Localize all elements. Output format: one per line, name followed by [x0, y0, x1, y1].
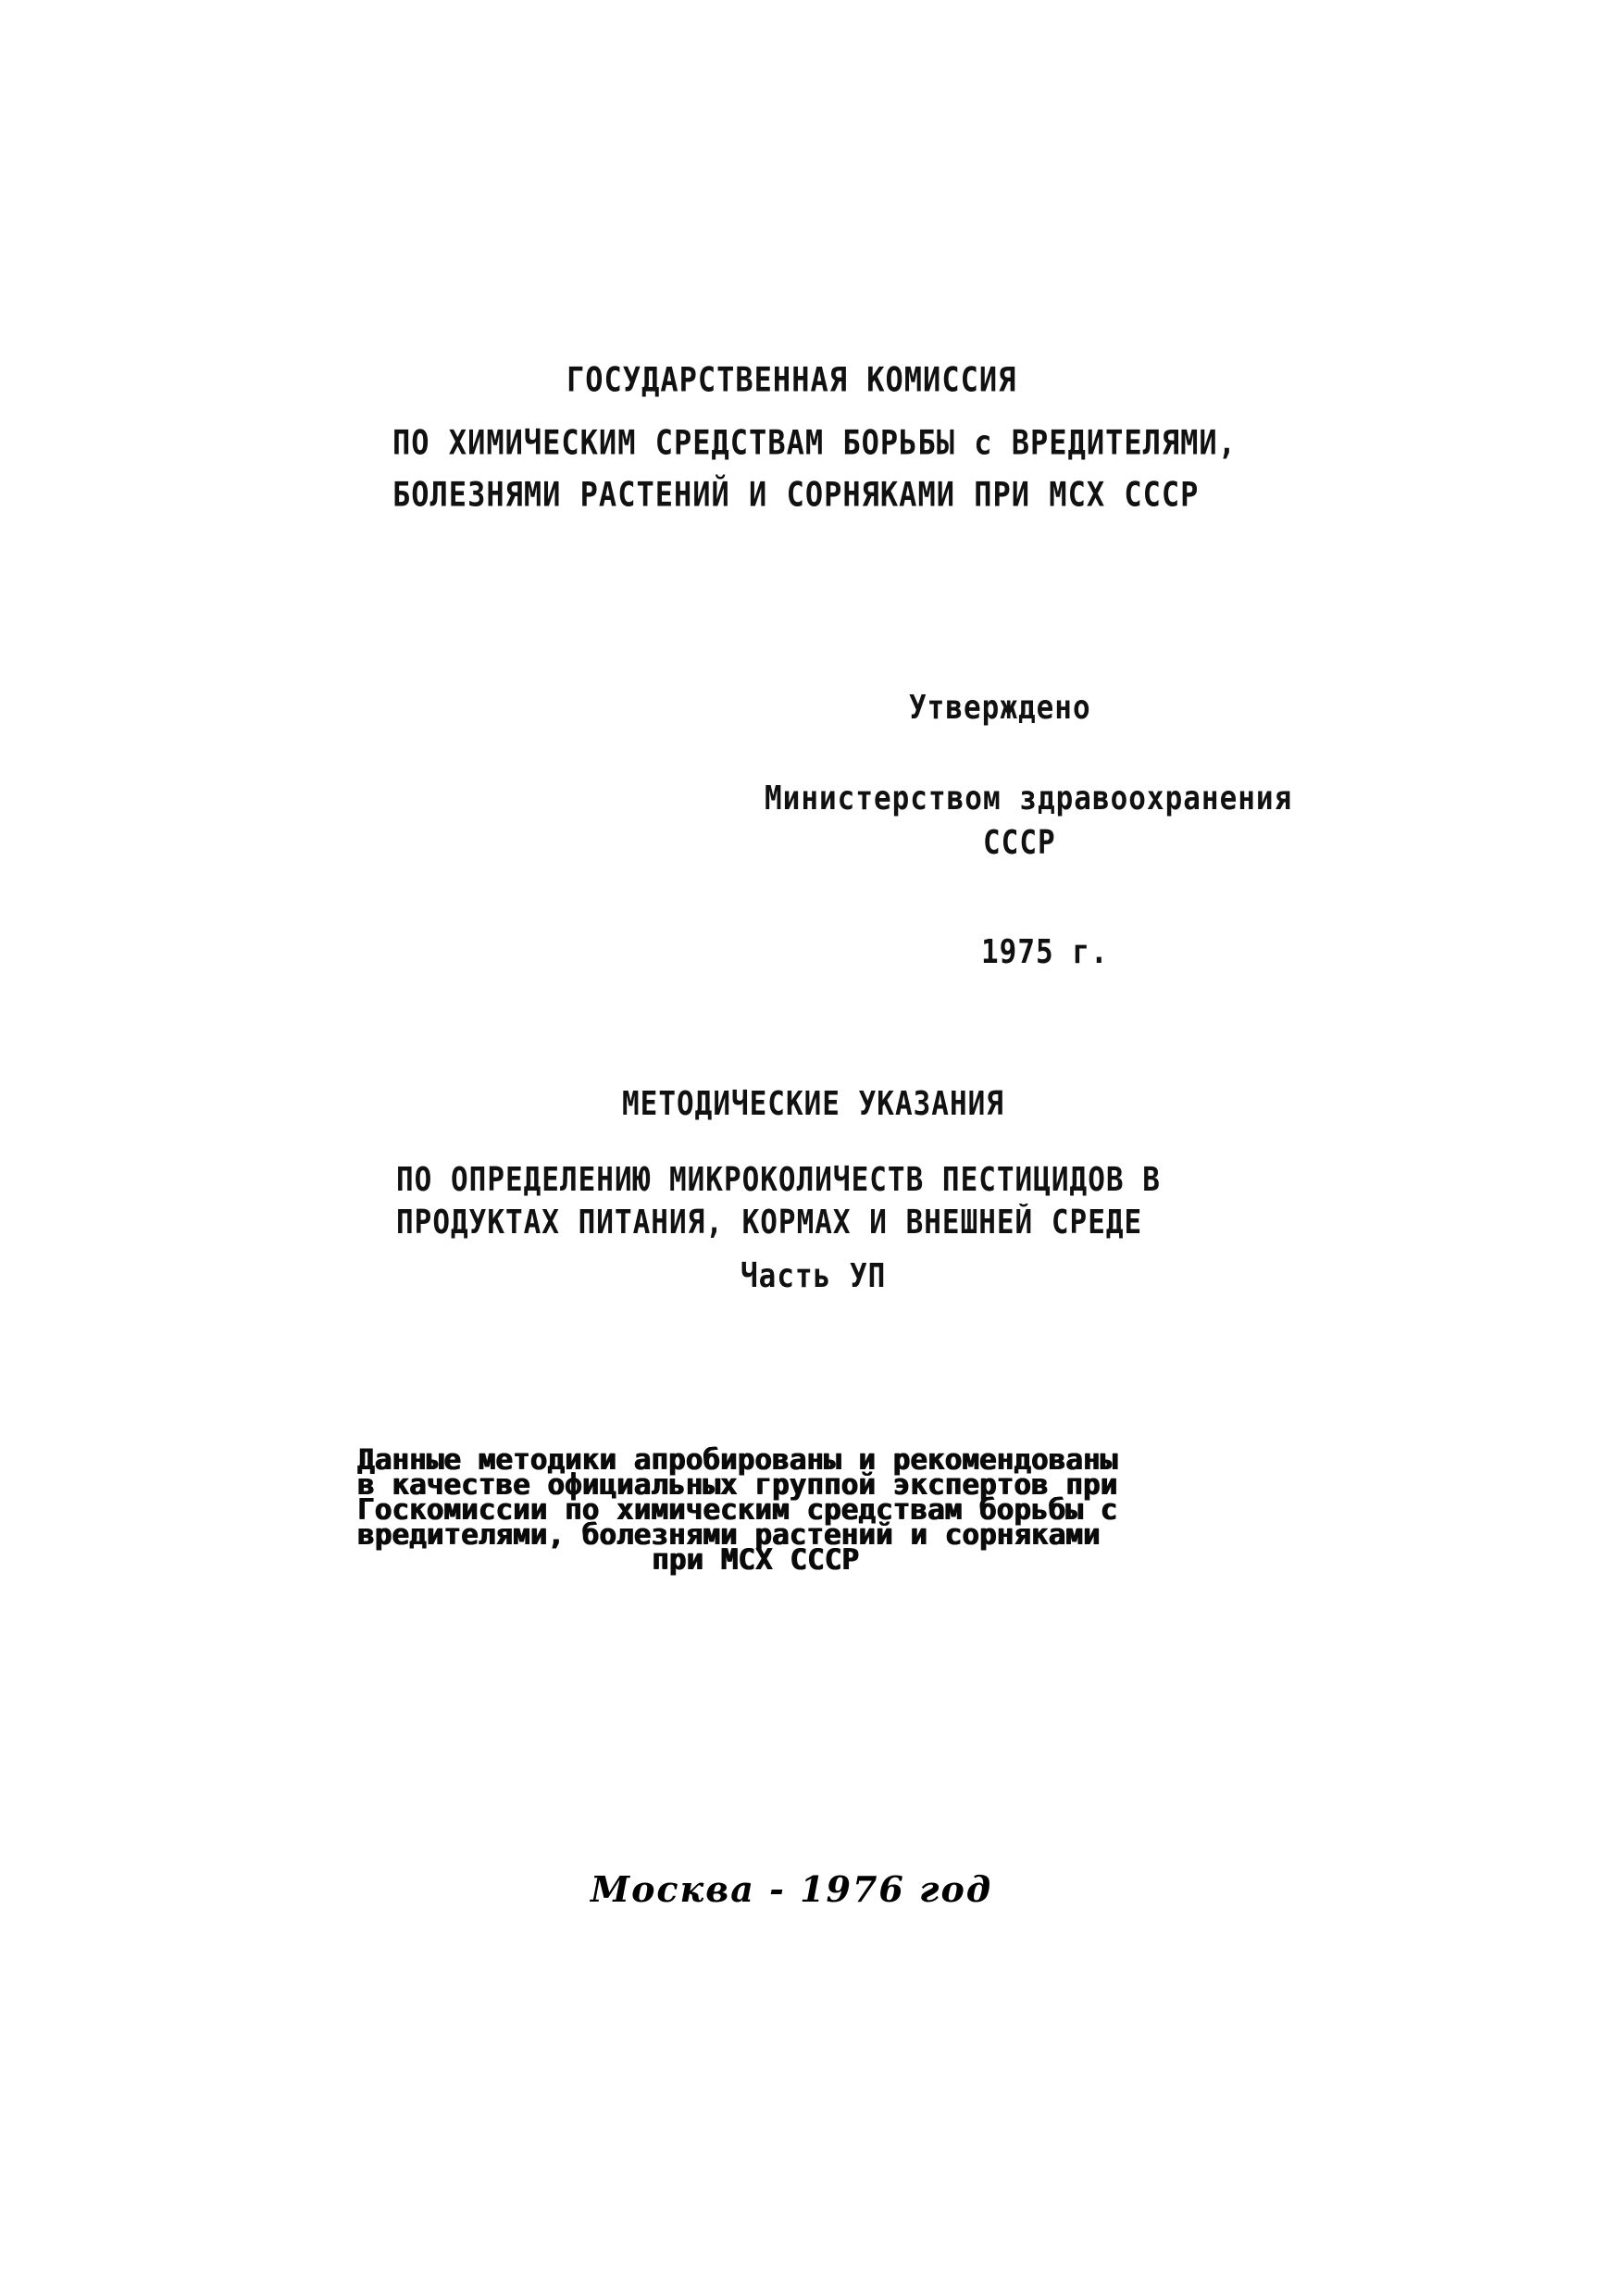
approval-note-line: Госкомиссии по химическим средствам борьбы с — [357, 1493, 1118, 1527]
document-part: Часть УП — [741, 1257, 887, 1296]
commission-title-line-1: ГОСУДАРСТВЕННАЯ КОМИССИЯ — [566, 359, 1017, 400]
commission-title-line-2: ПО ХИМИЧЕСКИМ СРЕДСТВАМ БОРЬБЫ с ВРЕДИТЕЛЯМИ, — [392, 422, 1237, 463]
approval-year: 1975 г. — [981, 933, 1109, 972]
document-title: МЕТОДИЧЕСКИЕ УКАЗАНИЯ — [622, 1085, 1004, 1124]
publication-place-year: Москва - 1976 год — [591, 1868, 993, 1910]
approval-note-line: вредителями, болезнями растений и сорняками — [357, 1518, 1101, 1552]
document-subtitle-line-1: ПО ОПРЕДЕЛЕНИЮ МИКРОКОЛИЧЕСТВ ПЕСТИЦИДОВ В — [396, 1161, 1161, 1200]
approving-ministry: Министерством здравоохранения — [765, 780, 1293, 818]
document-subtitle-line-2: ПРОДУКТАХ ПИТАНИЯ, КОРМАХ И ВНЕШНЕЙ СРЕДЕ — [396, 1204, 1143, 1242]
approval-note-line: Данные методики апробированы и рекомендованы — [357, 1443, 1118, 1477]
approving-country: СССР — [983, 824, 1056, 863]
approval-note-line: в качестве официальных группой экспертов при — [357, 1468, 1118, 1502]
approved-label: Утверждено — [909, 689, 1091, 728]
approval-note-line: при МСХ СССР — [652, 1543, 859, 1577]
approval-note — [357, 1443, 1153, 1577]
commission-title-line-3: БОЛЕЗНЯМИ РАСТЕНИЙ И СОРНЯКАМИ ПРИ МСХ СССР — [392, 474, 1200, 515]
